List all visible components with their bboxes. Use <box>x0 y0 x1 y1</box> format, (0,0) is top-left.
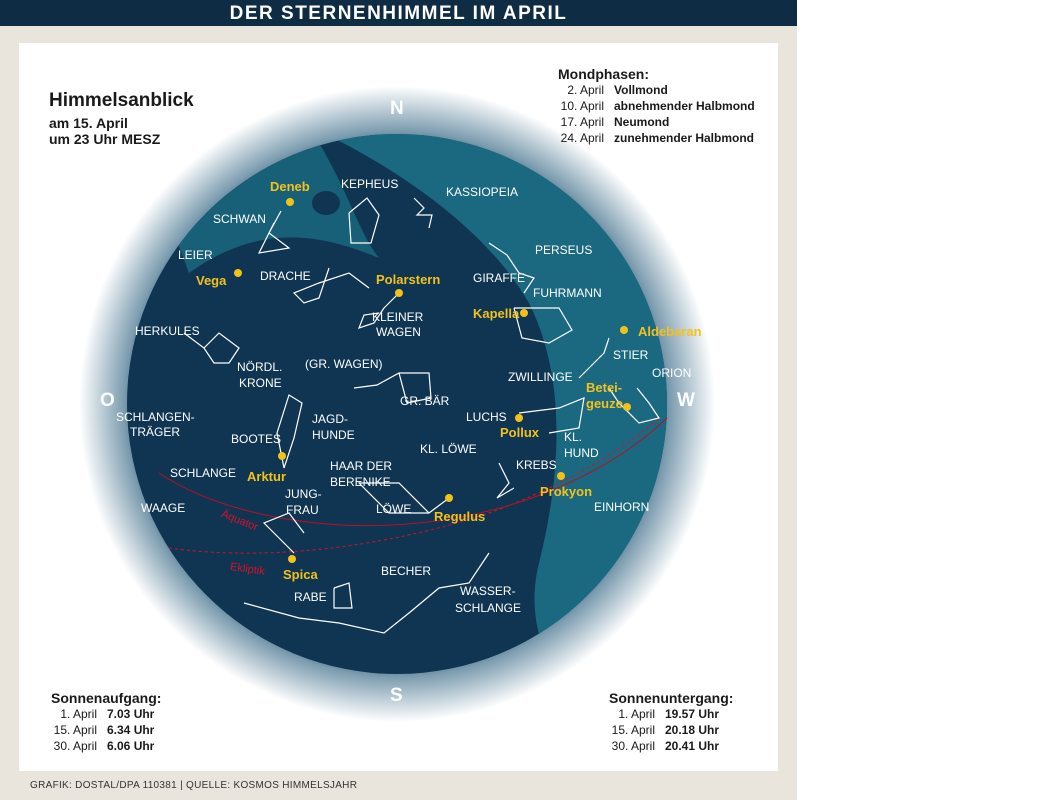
moon-row: 2. April Vollmond <box>567 83 668 97</box>
label-arktur: Arktur <box>247 469 287 484</box>
east-label: O <box>100 390 115 411</box>
label-spica: Spica <box>283 567 318 582</box>
kapella-star <box>520 309 528 317</box>
label-noerdl-krone-2: KRONE <box>239 376 282 390</box>
label-fuhrmann: FUHRMANN <box>533 286 602 300</box>
label-aequator: Äquator <box>219 508 260 534</box>
sunrise-row: 1. April 7.03 Uhr <box>60 707 155 721</box>
aldebaran-star <box>620 326 628 334</box>
label-kl-hund-2: HUND <box>564 446 599 460</box>
label-kleiner-wagen-2: WAGEN <box>376 325 421 339</box>
label-herkules: HERKULES <box>135 324 200 338</box>
sunrise-row: 30. April 6.06 Uhr <box>53 739 155 753</box>
label-becher: BECHER <box>381 564 432 578</box>
moon-row: 24. April zunehmender Halbmond <box>560 131 755 145</box>
prokyon-star <box>557 472 565 480</box>
chart-panel <box>19 43 778 771</box>
label-beteigeuze-2: geuze <box>586 396 623 411</box>
sunset-row: 1. April 19.57 Uhr <box>618 707 720 721</box>
label-krebs: KREBS <box>516 458 557 472</box>
label-schwan: SCHWAN <box>213 212 266 226</box>
label-wasserschlange-2: SCHLANGE <box>455 601 522 615</box>
label-haar-2: BERENIKE <box>330 475 391 489</box>
label-rabe: RABE <box>294 590 327 604</box>
vega-star <box>234 269 242 277</box>
sunrise-row: 15. April 6.34 Uhr <box>53 723 155 737</box>
label-wasserschlange-1: WASSER- <box>460 584 516 598</box>
label-kleiner-wagen-1: KLEINER <box>372 310 424 324</box>
label-kapella: Kapella <box>473 306 520 321</box>
sky-map <box>19 43 778 771</box>
beteigeuze-star <box>623 403 631 411</box>
deneb-star <box>286 198 294 206</box>
label-prokyon: Prokyon <box>540 484 593 499</box>
view-time: um 23 Uhr MESZ <box>49 131 161 147</box>
label-aldebaran: Aldebaran <box>638 324 702 339</box>
label-drache: DRACHE <box>260 269 311 283</box>
spica-star <box>288 555 296 563</box>
sunset-row: 15. April 20.18 Uhr <box>611 723 720 737</box>
label-vega: Vega <box>196 273 227 288</box>
view-date: am 15. April <box>49 115 128 131</box>
label-haar-1: HAAR DER <box>330 459 393 473</box>
label-polarstern: Polarstern <box>376 272 441 287</box>
label-leier: LEIER <box>178 248 213 262</box>
pollux-star <box>515 414 523 422</box>
label-stier: STIER <box>613 348 649 362</box>
label-schlangentraeger-2: TRÄGER <box>130 425 181 439</box>
label-perseus: PERSEUS <box>535 243 593 257</box>
label-giraffe: GIRAFFE <box>473 271 526 285</box>
label-gr-baer: GR. BÄR <box>400 394 450 408</box>
west-label: W <box>677 390 695 411</box>
label-regulus: Regulus <box>434 509 486 524</box>
moon-row: 10. April abnehmender Halbmond <box>560 99 755 113</box>
polarstern-star <box>395 289 403 297</box>
label-orion: ORION <box>652 366 692 380</box>
label-loewe: LÖWE <box>376 502 412 516</box>
label-kepheus: KEPHEUS <box>341 177 399 191</box>
sunrise-heading: Sonnenaufgang: <box>51 690 162 706</box>
north-label: N <box>390 98 404 119</box>
dark-nebula <box>312 191 340 215</box>
label-einhorn: EINHORN <box>594 500 650 514</box>
label-jagdhunde-1: JAGD- <box>312 412 348 426</box>
label-pollux: Pollux <box>500 425 540 440</box>
label-kl-loewe: KL. LÖWE <box>420 442 477 456</box>
moon-heading: Mondphasen: <box>558 66 649 82</box>
label-beteigeuze-1: Betei- <box>586 380 623 395</box>
label-noerdl-krone-1: NÖRDL. <box>237 360 283 374</box>
label-jagdhunde-2: HUNDE <box>312 428 355 442</box>
credit-footer: GRAFIK: DOSTAL/DPA 110381 | QUELLE: KOSMOS HIMMELSJAHR <box>30 780 358 791</box>
label-jungfrau-1: JUNG- <box>285 487 322 501</box>
label-schlangentraeger-1: SCHLANGEN- <box>116 410 195 424</box>
label-waage: WAAGE <box>141 501 186 515</box>
label-bootes: BOOTES <box>231 432 282 446</box>
banner-title: DER STERNENHIMMEL IM APRIL <box>0 0 797 26</box>
sunset-row: 30. April 20.41 Uhr <box>611 739 720 753</box>
label-luchs: LUCHS <box>466 410 507 424</box>
label-deneb: Deneb <box>270 179 310 194</box>
label-kl-hund-1: KL. <box>564 430 583 444</box>
label-kassiopeia: KASSIOPEIA <box>446 185 519 199</box>
label-ekliptik: Ekliptik <box>229 561 266 578</box>
label-gr-wagen: (GR. WAGEN) <box>305 357 383 371</box>
label-jungfrau-2: FRAU <box>286 503 319 517</box>
view-title: Himmelsanblick <box>49 90 194 111</box>
sunset-heading: Sonnenuntergang: <box>609 690 734 706</box>
label-schlange: SCHLANGE <box>170 466 237 480</box>
south-label: S <box>390 685 403 706</box>
regulus-star <box>445 494 453 502</box>
moon-row: 17. April Neumond <box>560 115 670 129</box>
arktur-star <box>278 452 286 460</box>
label-zwillinge: ZWILLINGE <box>508 370 573 384</box>
